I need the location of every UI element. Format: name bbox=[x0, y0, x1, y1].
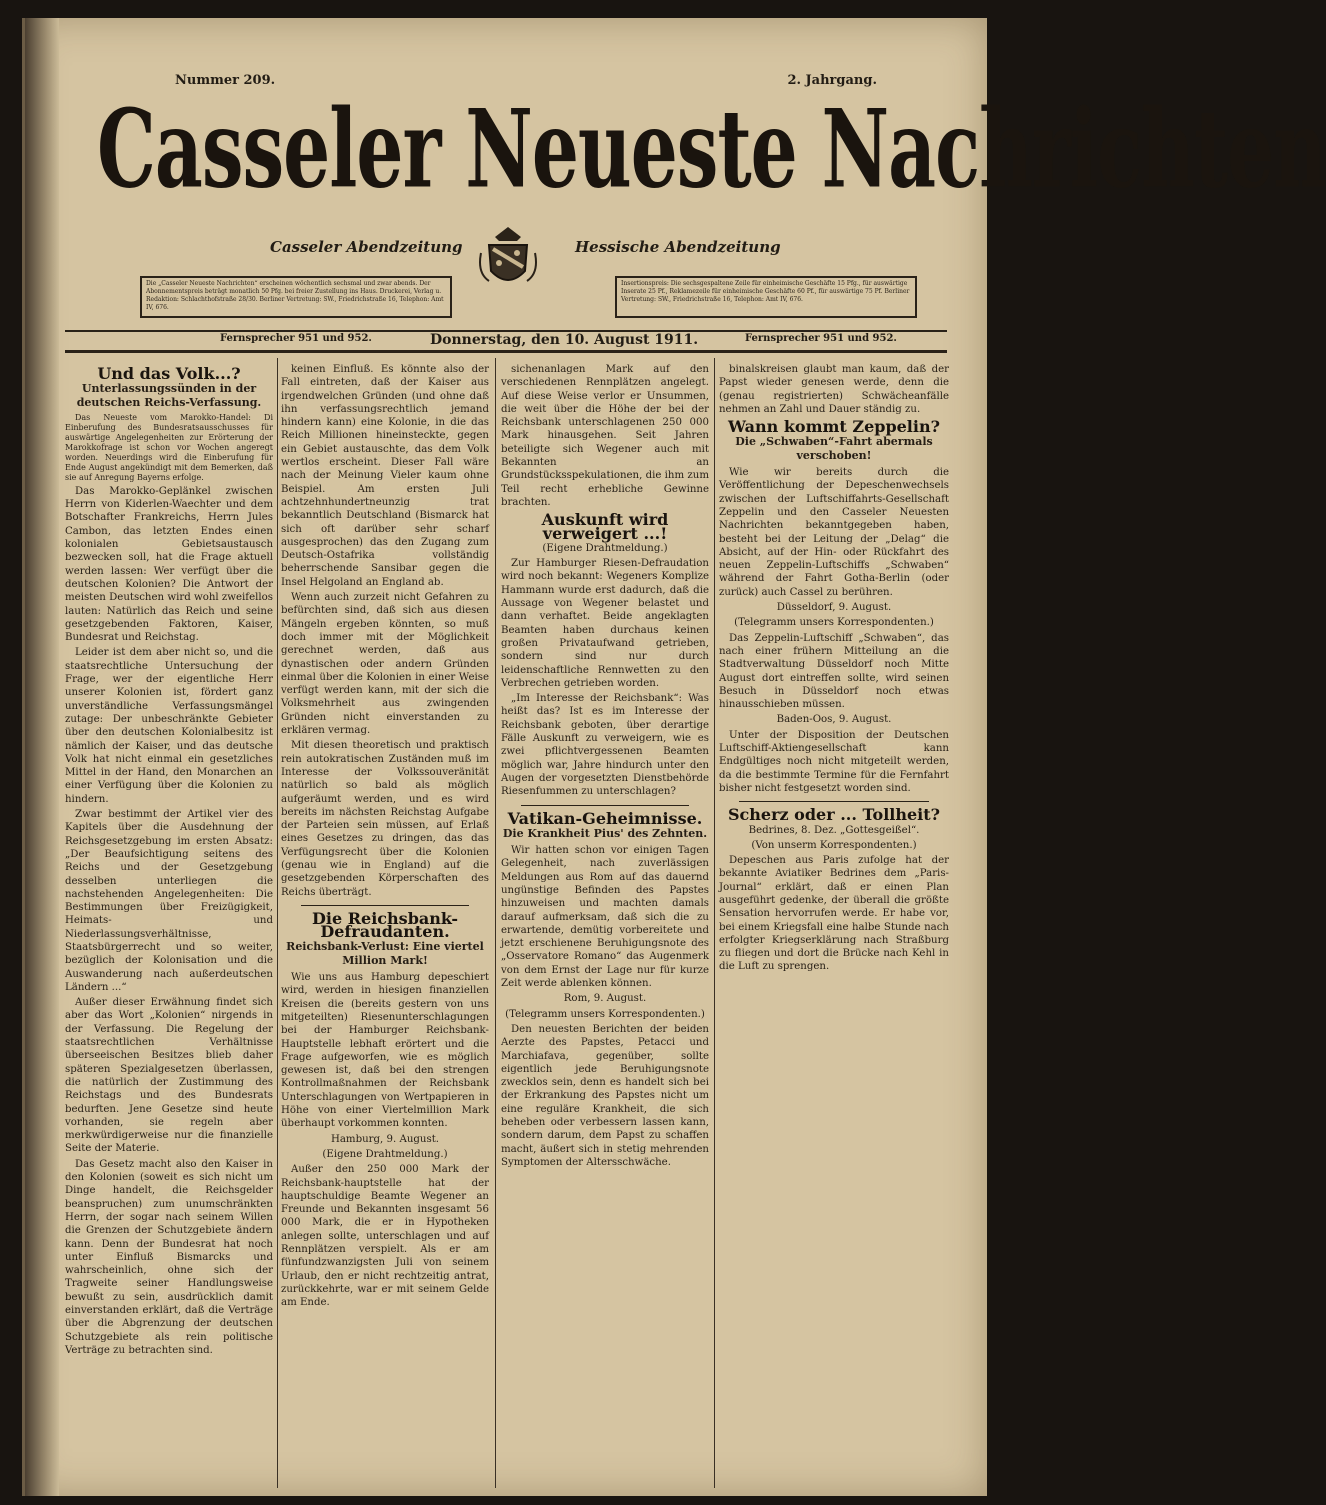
paragraph: Mit diesen theoretisch und praktisch rein autokratischen Zuständen muß im Interesse der Volkssouveränität natürlich so bald als möglich aufgeräumt werden, und es wird bereits im nächsten Reichstag Aufgabe der Parteien sein müssen, auf Erlaß eines Gesetzes zu dringen, das das Verfügungsrecht über die Kolonien (genau wie in England) auf die gesetzgebenden Körperschaften des Reichs überträgt. bbox=[281, 740, 489, 898]
paragraph: Unter der Disposition der Deutschen Luftschiff-Aktiengesellschaft kann Endgültiges noch nicht mitgeteilt werden, da die bestimmte Termine für die Fernfahrt bisher nicht festgesetzt worden sind. bbox=[719, 729, 949, 794]
subtitle-left: Casseler Abendzeitung bbox=[270, 238, 463, 256]
paragraph: Wie wir bereits durch die Veröffentlichung der Depeschenwechsels zwischen der Luftschiffahrts-Gesellschaft Zeppelin und den Casseler Neuesten Nachrichten bekanntgegeben haben, besteht bei der Leitung der „Delag“ die Absicht, auf der Hin- oder Rückfahrt des neuen Zeppelin-Luftschiffs „Schwaben“ während der Fahrt Gotha-Berlin (oder zurück) auch Cassel zu berühren. bbox=[719, 467, 949, 598]
coat-of-arms-icon bbox=[475, 223, 541, 293]
paragraph: Das Gesetz macht also den Kaiser in den Kolonien (soweit es sich nicht um Dinge handelt, die Reichsgelder beanspruchen) zum unumschränkten Herrn, der sogar nach seinem Willen die Grenzen der Schutzgebiete ändern kann. Denn der Bundesrat hat noch unter Einfluß Bismarcks und wahrscheinlich, ohne sich der Tragweite seiner Handlungsweise bewußt zu sein, ausdrücklich damit einverstanden erklärt, daß die Verträge über die Abgrenzung der deutschen Schutzgebiete als rein politische Verträge zu betrachten sind. bbox=[65, 1158, 273, 1356]
divider bbox=[521, 805, 689, 806]
column-3 bbox=[501, 363, 709, 1483]
phone-left: Fernsprecher 951 und 952. bbox=[220, 333, 372, 344]
column-4 bbox=[719, 363, 949, 1483]
article-headline: Wann kommt Zeppelin? bbox=[728, 417, 940, 437]
paragraph: Zur Hamburger Riesen-Defraudation wird noch bekannt: Wegeners Komplize Hammann wurde erst dadurch, daß die Aussage von Wegener belastet und dann verhaftet. Beide angeklagten Beamten haben durchaus keinen großen Privataufwand getrieben, sondern sind nur durch leidenschaftliche Rennwetten zu den Verbrechen getrieben worden. bbox=[501, 558, 709, 689]
article-headline: Die Reichsbank-Defraudanten. bbox=[312, 908, 458, 942]
telegram-note: (Von unserm Korrespondenten.) bbox=[751, 839, 917, 851]
divider bbox=[301, 905, 469, 906]
article-subhead: Unterlassungssünden in der deutschen Reichs-Verfassung. bbox=[76, 382, 262, 409]
telegram-note: (Eigene Drahtmeldung.) bbox=[322, 1148, 448, 1160]
phone-right: Fernsprecher 951 und 952. bbox=[745, 333, 897, 344]
paragraph: Wir hatten schon vor einigen Tagen Gelegenheit, nach zuverlässigen Meldungen aus Rom auf das dauernd ungünstige Befinden des Papstes hinzuweisen und machten damals darauf aufmerksam, daß sich die zu erwartende, demütig vorbereitete und jetzt erschienene Beruhigungsnote des „Osservatore Romano“ das Augenmerk von dem Ernst der Lage nur für kurze Zeit werde ablenken können. bbox=[501, 845, 709, 990]
paragraph: binalskreisen glaubt man kaum, daß der Papst wieder genesen werde, denn die (genau registrierten) Schwächeanfälle nehmen an Zahl und Dauer ständig zu. bbox=[719, 364, 949, 415]
lead-paragraph: Das Neueste vom Marokko-Handel: Di Einberufung des Bundesratsausschusses für auswärtige Angelegenheiten zur Erörterung der Marokkofrage ist schon vor Wochen angeregt worden. Neuerdings wird die Einberufung für Ende August angekündigt mit dem Bemerken, daß sie auf Anregung Bayerns erfolge. bbox=[65, 412, 273, 482]
telegram-note: (Telegramm unsers Korrespondenten.) bbox=[505, 1008, 705, 1020]
dateline-bar bbox=[65, 330, 947, 353]
book-spine bbox=[25, 18, 59, 1496]
subscription-info-box: Die „Casseler Neueste Nachrichten“ erscheinen wöchentlich sechsmal und zwar abends. Der Abonnementspreis beträgt monatlich 50 Pfg. bei freier Zustellung ins Haus. Druckerei, Verlag u. Redaktion: Schlachthofstraße 28/30. Berliner Vertretung: SW., Friedrichstraße 16, Telephon: Amt IV, 676. bbox=[140, 276, 452, 318]
article-headline: Vatikan-Geheimnisse. bbox=[507, 808, 703, 828]
article-subhead: Die „Schwaben“-Fahrt abermals verschoben! bbox=[735, 435, 933, 462]
paragraph: Depeschen aus Paris zufolge hat der bekannte Aviatiker Bedrines dem „Paris-Journal“ erklärt, daß er einen Plan ausgeführt gedenke, der überall die größte Sensation hervorrufen werde. Er habe vor, bei einem Kriegsfall eine halbe Stunde nach erfolgter Kriegserklärung nach Straßburg zu fliegen und dort die Brücke nach Kehl in die Luft zu sprengen. bbox=[719, 855, 949, 973]
paragraph: „Im Interesse der Reichsbank“: Was heißt das? Ist es im Interesse der Reichsbank geboten, über derartige Fälle Auskunft zu verweigern, wie es zwei pflichtvergessenen Beamten möglich war, Jahre hindurch unter den Augen der vorgesetzten Dienstbehörde Riesenfummen zu unterschlagen? bbox=[501, 693, 709, 798]
paragraph: keinen Einfluß. Es könnte also der Fall eintreten, daß der Kaiser aus irgendwelchen Gründen (und ohne daß ihn verfassungsrechtlich jemand hindern kann) eine Kolonie, in die das Reich Millionen hineinsteckte, gegen ein Gebiet austauschte, das dem Volk wertlos erscheint. Dieser Fall wäre nach der Meinung Vieler kaum ohne Beispiel. Am ersten Juli achtzehnhundertneunzig trat bekanntlich Deutschland (Bismarck hat sich oft darüber sehr scharf ausgesprochen) das den Zugang zum Deutsch-Ostafrika vollständig beherrschende Sansibar gegen die Insel Helgoland an England ab. bbox=[281, 364, 489, 588]
issue-number: Nummer 209. bbox=[175, 73, 276, 88]
column-divider bbox=[495, 358, 496, 1488]
volume-year: 2. Jahrgang. bbox=[787, 73, 877, 88]
paragraph: Zwar bestimmt der Artikel vier des Kapitels über die Ausdehnung der Reichsgesetzgebung im ersten Absatz: „Der Beaufsichtigung seitens des Reichs und der Gesetzgebung desselben unterliegen die nachstehenden Angelegenheiten: Die Bestimmungen über Freizügigkeit, Heimats- und Niederlassungsverhältnisse, Staatsbürgerrecht und so weiter, bezüglich der Kolonisation und die Auswanderung nach außerdeutschen Ländern ...“ bbox=[65, 809, 273, 993]
column-1 bbox=[65, 363, 273, 1483]
masthead-title: Casseler Neueste Nachrichten bbox=[97, 88, 1326, 213]
divider bbox=[739, 801, 929, 802]
paragraph: Das Marokko-Geplänkel zwischen Herrn von Kiderlen-Waechter und dem Botschafter Frankreichs, Herrn Jules Cambon, das letzten Endes einen kolonialen Gebietsaustausch bezwecken soll, hat die Frage aktuell werden lassen: Wer verfügt über die deutschen Kolonien? Die Antwort der meisten Deutschen wird wohl zweifellos lauten: Natürlich das Reich und seine gesetzgebenden Faktoren, Kaiser, Bundesrat und Reichstag. bbox=[65, 485, 273, 644]
paragraph: Außer dieser Erwähnung findet sich aber das Wort „Kolonien“ nirgends in der Verfassung. Die Regelung der staatsrechtlichen Verhältnisse überseeischen Besitzes blieb daher späteren Spezialgesetzen überlassen, die natürlich der Zustimmung des Reichstags und des Bundesrats bedurften. Jene Gesetze sind heute vorhanden, sie regeln aber merkwürdigerweise nur die finanzielle Seite der Materie. bbox=[65, 997, 273, 1155]
paragraph: Das Zeppelin-Luftschiff „Schwaben“, das nach einer frühern Mitteilung an die Stadtverwaltung Düsseldorf noch Mitte August dort eintreffen sollte, wird seinen Besuch in Düsseldorf noch etwas hinausschieben müssen. bbox=[719, 632, 949, 711]
dateline: Rom, 9. August. bbox=[563, 993, 647, 1005]
column-2 bbox=[281, 363, 489, 1483]
telegram-note: (Telegramm unsers Korrespondenten.) bbox=[734, 617, 934, 629]
article-headline: Auskunft wird verweigert ...! bbox=[541, 510, 669, 543]
issue-date: Donnerstag, den 10. August 1911. bbox=[430, 332, 699, 348]
paragraph: Den neuesten Berichten der beiden Aerzte des Papstes, Petacci und Marchiafava, gegenüber, sollte eigentlich jede Beruhigungsnote zwecklos sein, denn es handelt sich bei der Erkrankung des Papstes nicht um eine reguläre Krankheit, die sich beheben oder verbessern lassen kann, sondern darum, dem Papst zu schaffen macht, äußert sich in stetig mehrenden Symptomen der Altersschwäche. bbox=[501, 1023, 709, 1168]
advertising-info-box: Insertionspreis: Die sechsgespaltene Zeile für einheimische Geschäfte 15 Pfg., für auswärtige Inserate 25 Pf., Reklamezeile für einheimische Geschäfte 60 Pf., für auswärtige 75 Pf. Berliner Vertretung: SW., Friedrichstraße 16, Telephon: Amt IV, 676. bbox=[615, 276, 917, 318]
newspaper-page bbox=[22, 18, 1326, 1496]
telegram-note: (Eigene Drahtmeldung.) bbox=[542, 542, 668, 554]
paragraph: Außer den 250 000 Mark der Reichsbank-hauptstelle hat der hauptschuldige Beamte Wegener an Freunde und Bekannten insgesamt 56 000 Mark, die er in Hypotheken anlegen sollte, unterschlagen und auf Rennplätzen verspielt. Als er am fünfundzwanzigsten Juli von seinem Urlaub, den er nicht rechtzeitig antrat, zurückkehrte, war er mit seinem Gelde am Ende. bbox=[281, 1164, 489, 1309]
paragraph: Wenn auch zurzeit nicht Gefahren zu befürchten sind, daß sich aus diesen Mängeln ergeben könnten, so muß doch immer mit der Möglichkeit gerechnet werden, daß aus dynastischen oder andern Gründen einmal über die Kolonien in einer Weise verfügt werden kann, mit der sich die Volksmehrheit aus zwingenden Gründen nicht einverstanden zu erklären vermag. bbox=[281, 592, 489, 737]
paragraph: sichenanlagen Mark auf den verschiedenen Rennplätzen angelegt. Auf diese Weise verlor er Unsummen, die weit über die Höhe der bei der Reichsbank unterschlagenen 250 000 Mark hinausgehen. Seit Jahren beteiligte sich Wegener auch mit Bekannten an Grundstücksspekulationen, die ihm zum Teil recht erhebliche Gewinne brachten. bbox=[501, 364, 709, 508]
dateline: Baden-Oos, 9. August. bbox=[776, 714, 892, 726]
dateline: Hamburg, 9. August. bbox=[330, 1133, 440, 1145]
article-headline: Und das Volk...? bbox=[97, 364, 241, 383]
paragraph: Wie uns aus Hamburg depeschiert wird, werden in hiesigen finanziellen Kreisen die (bereits gestern von uns mitgeteilten) Riesenunterschlagungen bei der Hamburger Reichsbank-Hauptstelle lebhaft erörtert und die Frage aufgeworfen, wie es möglich gewesen ist, daß bei den strengen Kontrollmaßnahmen der Reichsbank Unterschlagungen von Wertpapieren in Höhe von einer Viertelmillion Mark überhaupt vorkommen konnten. bbox=[281, 972, 489, 1130]
column-divider bbox=[714, 358, 715, 1488]
article-headline: Scherz oder ... Tollheit? bbox=[727, 805, 941, 825]
paragraph: Leider ist dem aber nicht so, und die staatsrechtliche Untersuchung der Frage, wer der eigentliche Herr unserer Kolonien ist, fördert ganz unverständliche Verfassungsmängel zutage: Der unbeschränkte Gebieter über den deutschen Kolonialbesitz ist nämlich der Kaiser, und das deutsche Volk hat nicht einmal ein gesetzliches Mittel in der Hand, den Monarchen an einer Verfügung über die Kolonien zu hindern. bbox=[65, 647, 273, 805]
article-subhead: Die Krankheit Pius' des Zehnten. bbox=[502, 826, 708, 840]
article-subhead: Reichsbank-Verlust: Eine viertel Million Mark! bbox=[286, 940, 484, 967]
dateline: Bedrines, 8. Dez. „Gottesgeißel“. bbox=[748, 824, 920, 836]
dateline: Düsseldorf, 9. August. bbox=[776, 602, 892, 614]
column-divider bbox=[277, 358, 278, 1488]
subtitle-right: Hessische Abendzeitung bbox=[575, 238, 781, 256]
